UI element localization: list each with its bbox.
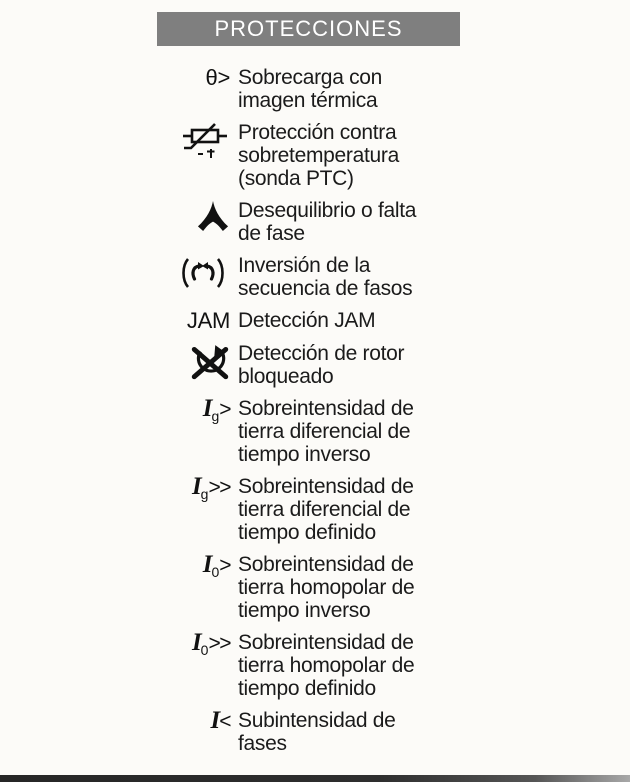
protection-description-line: imagen térmica xyxy=(238,89,378,112)
symbol-operator: > xyxy=(219,398,230,421)
protection-item xyxy=(145,342,485,388)
protection-description-line: Sobreintensidad de xyxy=(238,397,414,420)
protection-description-line: de fase xyxy=(238,222,305,245)
protection-description xyxy=(238,66,382,112)
page-title: PROTECCIONES xyxy=(214,16,403,41)
zero-sequence-overcurrent-definite-symbol: I xyxy=(191,629,202,656)
protection-description xyxy=(238,631,414,700)
protection-symbol xyxy=(145,397,238,428)
protection-item xyxy=(145,709,485,755)
symbol-subscript: g xyxy=(211,408,220,424)
protection-description-line: Detección de rotor xyxy=(238,342,405,365)
protection-item xyxy=(145,475,485,544)
phase-unbalance-icon xyxy=(196,200,230,237)
protection-description xyxy=(238,475,414,544)
protection-description-line: tiempo inverso xyxy=(238,443,371,466)
protection-description-line: Sobreintensidad de xyxy=(238,553,414,576)
protection-description-line: bloqueado xyxy=(238,365,334,388)
protections-header xyxy=(157,12,460,46)
protection-item xyxy=(145,553,485,622)
protection-symbol xyxy=(145,475,238,506)
protections-list xyxy=(145,66,485,764)
protection-description-line: tierra homopolar de xyxy=(238,576,415,599)
protection-symbol xyxy=(145,553,238,584)
symbol-operator: < xyxy=(219,710,230,733)
protection-symbol xyxy=(145,121,238,165)
protection-description-line: tierra homopolar de xyxy=(238,654,415,677)
symbol-subscript: 0 xyxy=(211,564,220,580)
symbol-operator: > xyxy=(219,554,230,577)
protection-description-line: tierra diferencial de xyxy=(238,420,411,443)
thermal-overload-symbol: θ> xyxy=(205,65,230,90)
protection-symbol xyxy=(145,66,238,90)
jam-detection-symbol: JAM xyxy=(186,308,230,333)
protection-item xyxy=(145,631,485,700)
protection-item xyxy=(145,397,485,466)
ptc-thermistor-icon xyxy=(180,122,230,165)
symbol-operator: >> xyxy=(208,476,230,499)
protection-description-line: Protección contra xyxy=(238,121,397,144)
protection-item xyxy=(145,199,485,245)
protection-description-line: Desequilibrio o falta xyxy=(238,199,417,222)
protection-description-line: sobretemperatura xyxy=(238,144,399,167)
protection-description xyxy=(238,397,414,466)
protection-description-line: Detección JAM xyxy=(238,309,376,332)
protection-symbol xyxy=(145,631,238,662)
protection-description xyxy=(238,342,404,388)
protection-description-line: Sobreintensidad de xyxy=(238,475,414,498)
protection-description xyxy=(238,309,375,332)
protection-description xyxy=(238,199,416,245)
protection-symbol xyxy=(145,199,238,237)
protection-item xyxy=(145,254,485,300)
next-section-edge xyxy=(0,775,630,782)
protection-symbol xyxy=(145,709,238,740)
protection-description-line: tiempo definido xyxy=(238,521,376,544)
protection-description-line: Subintensidad de xyxy=(238,709,396,732)
protection-description-line: Sobrecarga con xyxy=(238,66,383,89)
locked-rotor-icon xyxy=(190,342,230,387)
protection-description-line: Inversión de la xyxy=(238,254,371,277)
protection-description-line: secuencia de fasos xyxy=(238,277,413,300)
symbol-subscript: g xyxy=(200,486,209,502)
protection-description-line: Sobreintensidad de xyxy=(238,631,414,654)
protection-item xyxy=(145,66,485,112)
protection-description xyxy=(238,709,396,755)
protection-symbol xyxy=(145,309,238,333)
protection-description xyxy=(238,553,414,622)
protection-description-line: tiempo inverso xyxy=(238,599,371,622)
ground-overcurrent-inverse-symbol: I xyxy=(202,395,213,422)
protection-description-line: fases xyxy=(238,732,287,755)
protection-description-line: tierra diferencial de xyxy=(238,498,411,521)
protection-item xyxy=(145,309,485,333)
ground-overcurrent-definite-symbol: I xyxy=(191,473,202,500)
protection-description xyxy=(238,254,412,300)
symbol-subscript: 0 xyxy=(200,642,209,658)
phase-undercurrent-symbol: I xyxy=(210,707,221,734)
protection-symbol xyxy=(145,254,238,293)
symbol-operator: >> xyxy=(208,632,230,655)
protection-symbol xyxy=(145,342,238,387)
protection-item xyxy=(145,121,485,190)
protection-description-line: tiempo definido xyxy=(238,677,376,700)
protection-description-line: (sonda PTC) xyxy=(238,167,354,190)
zero-sequence-overcurrent-inverse-symbol: I xyxy=(202,551,213,578)
protection-description xyxy=(238,121,399,190)
phase-sequence-reversal-icon xyxy=(176,258,230,293)
